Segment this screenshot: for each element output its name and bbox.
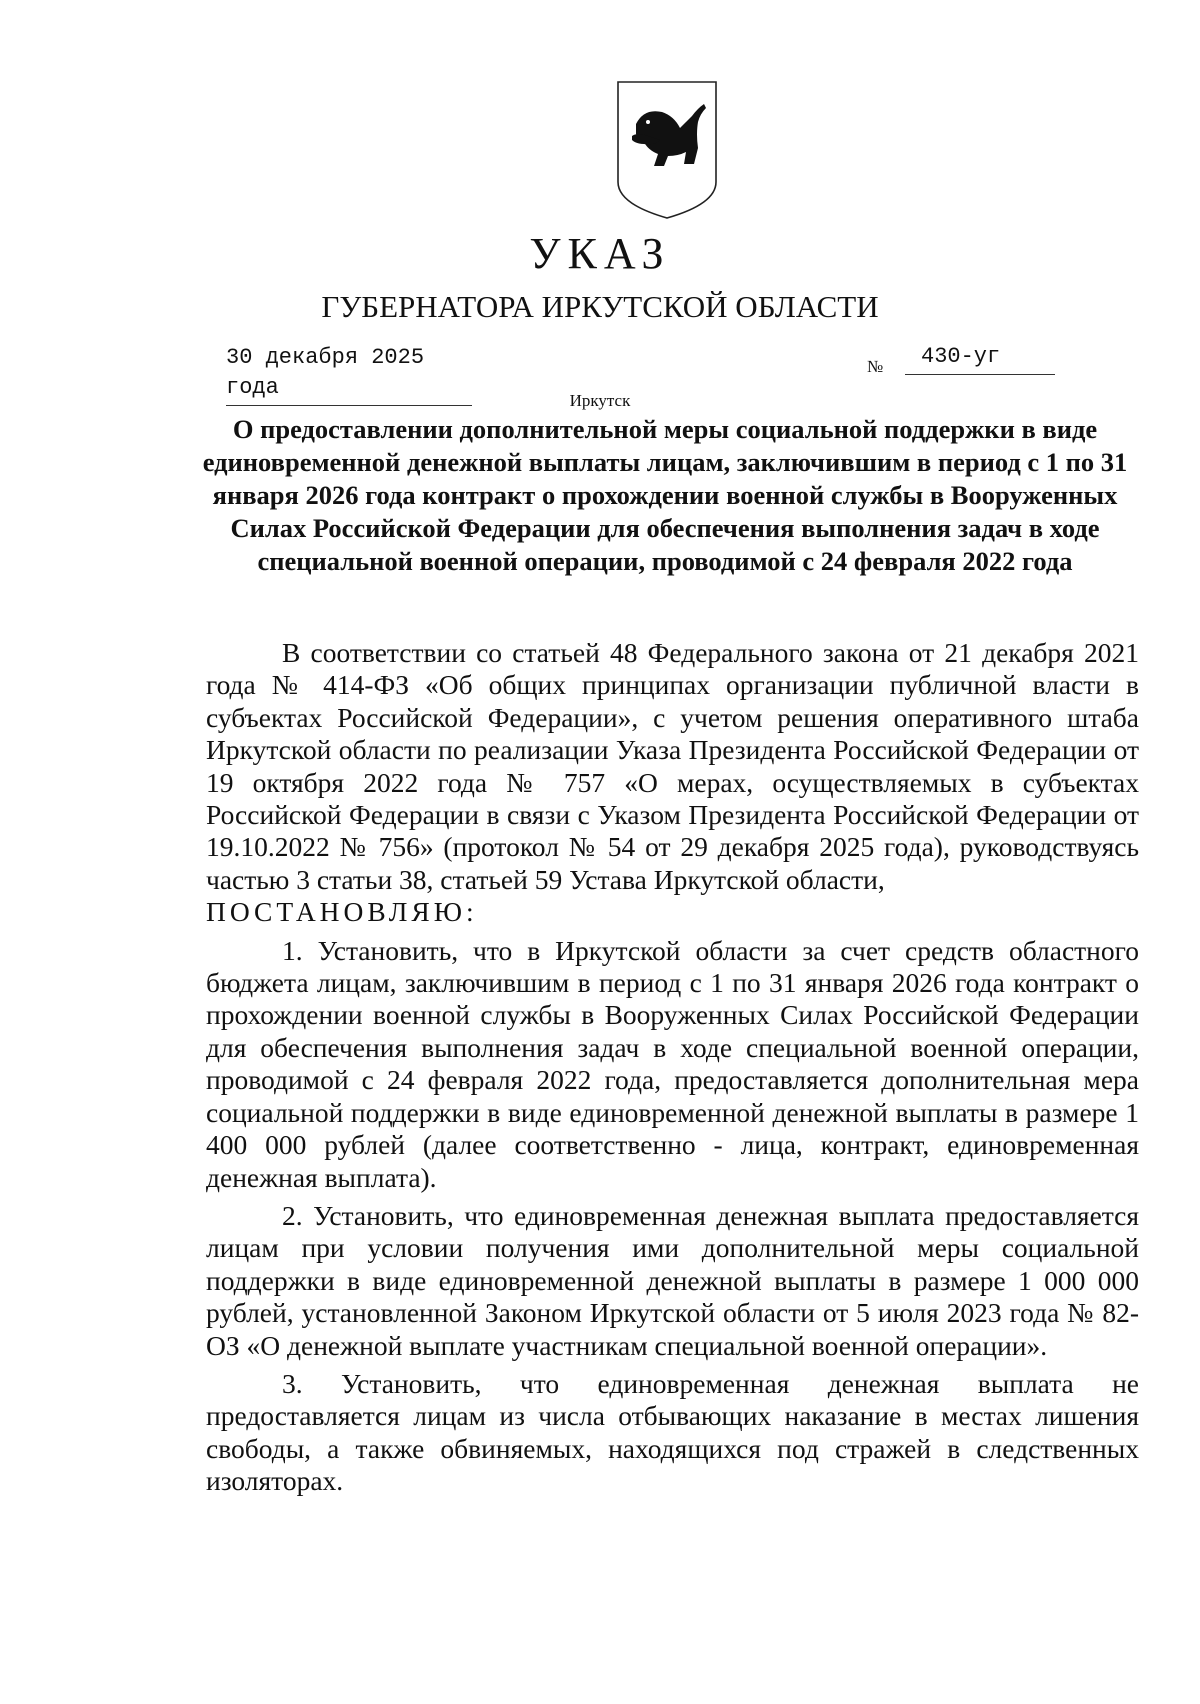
decree-word: ПОСТАНОВЛЯЮ: bbox=[206, 896, 478, 928]
coat-of-arms-icon bbox=[614, 78, 720, 222]
decree-item: 1. Установить, что в Иркутской области за счет средств областного бюджета лицам, заключившим в период с 1 по 31 января 2026 года контракт о прохождении военной службы в Вооруженных Силах Российской Федерации для обеспечения выполнения задач в ходе специальной военной операции, проводимой с 24 февраля 2022 года, предоставляется дополнительная мера социальной поддержки в виде единовременной денежной выплаты в размере 1 400 000 рублей (далее соответственно - лица, контракт, единовременная денежная выплата). bbox=[206, 934, 1139, 1193]
number-label: № bbox=[867, 357, 884, 376]
decree-item: 2. Установить, что единовременная денежная выплата предоставляется лицам при условии получения ими дополнительной меры социальной поддержки в виде единовременной денежной выплаты в размере 1 000 000 рублей, установленной Законом Иркутской области от 5 июля 2023 года № 82-ОЗ «О денежной выплате участникам специальной военной операции». bbox=[206, 1199, 1139, 1361]
document-heading: О предоставлении дополнительной меры социальной поддержки в виде единовременной денежной выплаты лицам, заключившим в период с 1 по 31 января 2026 года контракт о прохождении военной службы в Вооруженных Силах Российской Федерации для обеспечения выполнения задач в ходе специальной военной операции, проводимой с 24 февраля 2022 года bbox=[202, 414, 1128, 576]
place-of-issue: Иркутск bbox=[569, 391, 631, 410]
decree-item: 3. Установить, что единовременная денежная выплата не предоставляется лицам из числа отбывающих наказание в местах лишения свободы, а также обвиняемых, находящихся под стражей в следственных изоляторах. bbox=[206, 1367, 1139, 1497]
document-type-title: УКАЗ bbox=[529, 229, 671, 278]
issuing-authority: ГУБЕРНАТОРА ИРКУТСКОЙ ОБЛАСТИ bbox=[321, 289, 879, 324]
document-number: 430-уг bbox=[905, 342, 1055, 375]
document-date: 30 декабря 2025 года bbox=[226, 343, 472, 406]
document-body bbox=[206, 637, 1139, 1498]
preamble-paragraph: В соответствии со статьей 48 Федерального закона от 21 декабря 2021 года № 414-ФЗ «Об общих принципах организации публичной власти в субъектах Российской Федерации», с учетом решения оперативного штаба Иркутской области по реализации Указа Президента Российской Федерации от 19 октября 2022 года № 757 «О мерах, осуществляемых в субъектах Российской Федерации в связи с Указом Президента Российской Федерации от 19.10.2022 № 756» (протокол № 54 от 29 декабря 2025 года), руководствуясь частью 3 статьи 38, статьей 59 Устава Иркутской области, bbox=[206, 637, 1139, 895]
